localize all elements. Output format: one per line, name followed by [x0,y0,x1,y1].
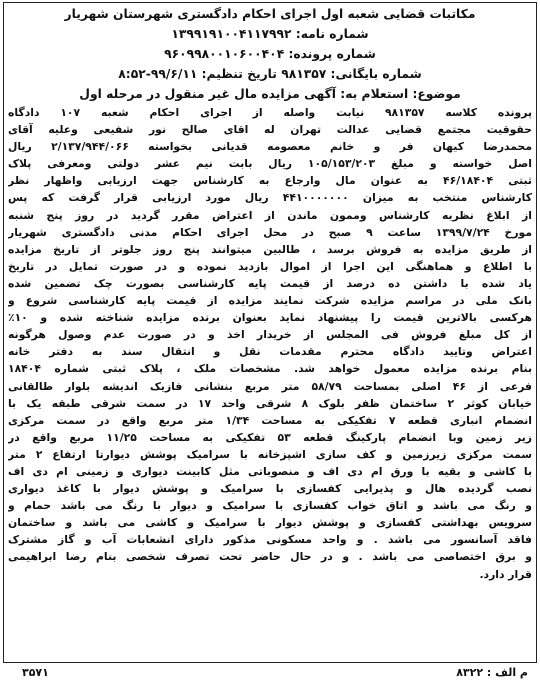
body-line: بنام برنده مزایده معمول خواهد شد. مشخصات ملک ، پلاک ثبتی شماره ۱۸۴۰۴ [8,362,532,376]
body-line: و برق اختصاصی می باشد . و در حال حاضر تحت تصرف شخصی بنام رضا ابراهیمی [8,550,532,564]
body-line: پرونده کلاسه ۹۸۱۳۵۷ نیابت واصله از اجرای احکام شعبه ۱۰۷ دادگاه [8,106,532,119]
notice-header [8,4,532,104]
body-line: نصب گردیده هال و پذیرایی کفسازی با سرامیک و پوشش دیوار با کاغذ دیواری [8,482,532,496]
notice-footer [10,665,530,681]
archive-number-and-date: شماره بایگانی: ۹۸۱۳۵۷ تاریخ تنظیم: ۹۹/۶/۱۱-۸:۵۲ [118,67,422,81]
body-line: با اطلاع و هماهنگی این اجرا از اموال بازدید نموده و در صورت تمایل در تاریخ [8,259,532,273]
body-line: از طریق مزایده به فروش برسد ، طالبین میتوانند پنج روز جلوتر از تاریخ مزایده [8,242,532,256]
body-line: از ابلاغ نظریه کارشناس وممون ماندن از اعتراض مقرر گردید در روز پنج شنبه [8,208,532,222]
header-title: مکاتبات قضایی شعبه اول اجرای احکام دادگستری شهرستان شهریار [64,7,476,21]
publication-code: م الف : ۸۳۲۲ [456,666,528,679]
body-line: بانک ملی در مراسم مزایده شرکت نمایند مزایده از قیمت پایه کارشناسی شروع و [8,294,532,308]
body-line: حقوقیت مجتمع قضایی عدالت تهران له اقای صالح نور شفیعی وعلیه آقای [8,123,532,137]
body-line: ثبتی ۴۶/۱۸۴۰۴ به عنوان مال وارجاع به کارشناس جهت ارزیابی واظهار نظر [8,174,532,188]
body-line: هرکسی بالاترین قیمت را پیشنهاد نماید بعنوان برنده مزایده شناخته شده و ۱۰٪ [8,311,532,325]
body-line: اصل خواسته و مبلغ ۱۰۵/۱۵۳/۲۰۳ ریال بابت نیم عشر دولتی ومعرفی پلاک [8,157,532,171]
body-line: محمدرضا کیهان فر و خانم معصومه قدیانی بخواسته ۲/۱۳۷/۹۴۴/۰۶۶ ریال [8,140,532,154]
body-line: انضمام انباری قطعه ۷ تفکیکی به مساحت ۱/۳۴ متر مربع واقع در سمت مرکزی [8,413,532,427]
notice-id: ۳۵۷۱ [22,666,49,679]
body-line: خیابان کوثر ۲ ساختمان ظفر بلوک ۸ شرقی واحد ۱۷ در سمت شرقی طبقه یک با [8,396,532,410]
letter-number: شماره نامه: ۱۳۹۹۱۹۱۰۰۴۱۱۷۹۹۲ [171,27,369,41]
subject-line: موضوع: استعلام به: آگهی مزایده مال غیر منقول در مرحله اول [79,87,461,101]
body-line: و رنگ می باشد و اتاق خواب کفسازی با سرامیک و دیوار با رنگ می باشد حمام و [8,499,532,513]
body-line-last: قرار دارد. [479,567,532,581]
body-line: سمت مرکزی زیرزمین و کف سازی اشپزخانه با سرامیک پوشش دیوارتا ارتفاع ۲ متر [8,447,532,461]
body-line: یاد شده با داشتن ده درصد از قیمت پایه کارشناسی بصورت چک تضمین شده [8,276,532,290]
body-line: فرعی از ۴۶ اصلی بمساحت ۵۸/۷۹ متر مربع بنشانی فازیک اندیشه بلوار طالقانی [8,379,532,393]
case-number: شماره پرونده: ۹۶۰۹۹۸۰۰۱۰۶۰۰۴۰۴ [164,47,376,61]
body-line: فاقد آسانسور می باشد . و واحد مسکونی مذکور دارای انشعابات آب و گاز مشترک [8,533,532,547]
body-line: زیر زمین وبا انضمام پارکینگ قطعه ۵۳ تفکیکی به مساحت ۱۱/۲۵ مربع واقع در [8,430,532,444]
body-line: مورخ ۱۳۹۹/۷/۲۴ ساعت ۹ صبح در محل اجرای احکام مدنی دادگستری شهریار [8,225,532,239]
body-line: با کاشی و بقیه با ورق ام دی اف و منصوباتی مثل کابینت دیواری و زمینی ام دی اف [8,464,532,478]
body-line: کارشناس منتخب به میزان ۴۴۱۰۰۰۰۰۰۰ ریال مورد ارزیابی قرار گرفت که پس [8,191,532,205]
body-line: از کل مبلغ فروش فی المجلس از خریدار اخذ و در صورت عدم وصول هرگونه [8,328,532,342]
body-line: سرویس بهداشتی کفسازی و پوشش دیوار با سرامیک و کاشی می باشد و ساختمان [8,516,532,530]
notice-body [8,104,532,583]
body-line: اعتراض وتایید دادگاه محترم مقدمات نقل و انتقال سند به دفتر خانه [8,345,532,359]
